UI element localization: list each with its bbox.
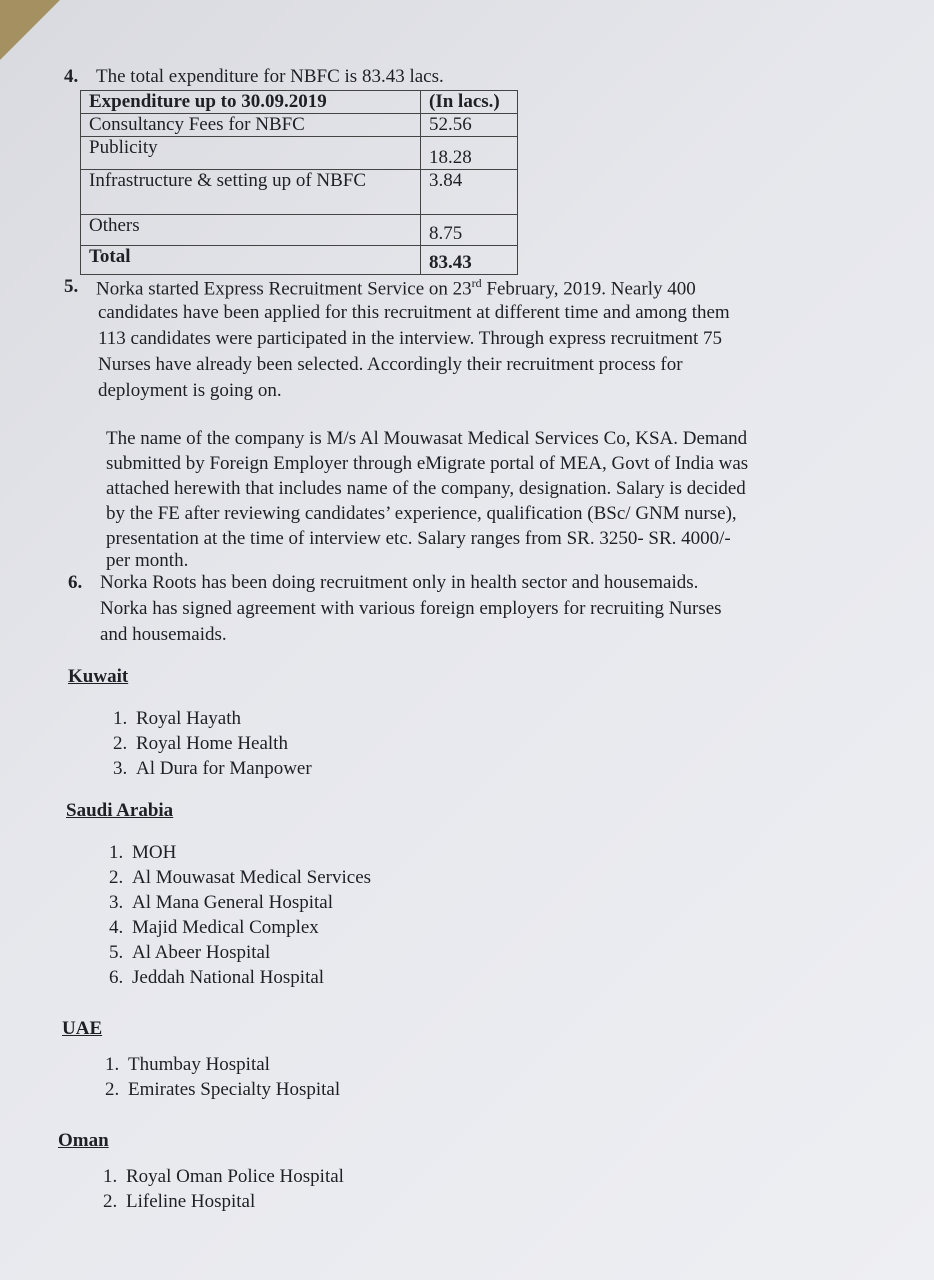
table-cell-label: Infrastructure & setting up of NBFC bbox=[81, 170, 421, 215]
list-item: 2. Al Mouwasat Medical Services bbox=[128, 865, 371, 890]
list-item: 5. Al Abeer Hospital bbox=[128, 940, 371, 965]
item-6-line-2: Norka has signed agreement with various foreign employers for recruiting Nurses bbox=[100, 598, 722, 619]
list-item: 3. Al Mana General Hospital bbox=[128, 890, 371, 915]
item-4-text: The total expenditure for NBFC is 83.43 lacs. bbox=[96, 66, 444, 87]
table-cell-label: Publicity bbox=[81, 137, 421, 170]
item-5-para-2-line-3: attached herewith that includes name of the company, designation. Salary is decided bbox=[106, 478, 746, 499]
kuwait-list bbox=[98, 706, 312, 781]
table-header-row bbox=[81, 91, 518, 114]
section-title-saudi-arabia: Saudi Arabia bbox=[66, 800, 174, 821]
list-item: 3. Al Dura for Manpower bbox=[132, 756, 312, 781]
item-5-line-1 bbox=[96, 276, 696, 300]
item-4-number: 4. bbox=[64, 66, 79, 87]
list-item: 1. Thumbay Hospital bbox=[124, 1052, 340, 1077]
table-total-label: Total bbox=[81, 246, 421, 275]
item-5-line-5: deployment is going on. bbox=[98, 380, 282, 401]
table-cell-label: Consultancy Fees for NBFC bbox=[81, 114, 421, 137]
list-item: 2. Lifeline Hospital bbox=[122, 1189, 344, 1214]
item-5-para-2-line-5: presentation at the time of interview etc. Salary ranges from SR. 3250- SR. 4000/- bbox=[106, 528, 731, 549]
table-total-row bbox=[81, 246, 518, 275]
ordinal-suffix: rd bbox=[471, 276, 482, 290]
item-5-para-2-line-2: submitted by Foreign Employer through eMigrate portal of MEA, Govt of India was bbox=[106, 453, 749, 474]
table-cell-value: 8.75 bbox=[421, 215, 518, 246]
item-5-line-3: 113 candidates were participated in the interview. Through express recruitment 75 bbox=[98, 328, 722, 349]
list-item: 2. Emirates Specialty Hospital bbox=[124, 1077, 340, 1102]
table-header-unit: (In lacs.) bbox=[421, 91, 518, 114]
item-5-para-2-line-4: by the FE after reviewing candidates’ experience, qualification (BSc/ GNM nurse), bbox=[106, 503, 737, 524]
item-5-line-1-text: Norka started Express Recruitment Service on 23 bbox=[96, 278, 472, 300]
list-item: 1. Royal Oman Police Hospital bbox=[122, 1164, 344, 1189]
saudi-arabia-list bbox=[94, 840, 371, 990]
section-title-uae: UAE bbox=[62, 1018, 103, 1039]
list-item: 4. Majid Medical Complex bbox=[128, 915, 371, 940]
oman-list bbox=[88, 1164, 344, 1214]
list-item: 1. Royal Hayath bbox=[132, 706, 312, 731]
item-5-number: 5. bbox=[64, 276, 79, 297]
item-6-line-3: and housemaids. bbox=[100, 624, 227, 645]
table-row bbox=[81, 215, 518, 246]
section-title-kuwait: Kuwait bbox=[68, 666, 129, 687]
item-6-number: 6. bbox=[68, 572, 83, 593]
expenditure-table bbox=[80, 90, 518, 275]
list-item: 6. Jeddah National Hospital bbox=[128, 965, 371, 990]
table-total-value: 83.43 bbox=[421, 246, 518, 275]
item-5-para-2-line-1: The name of the company is M/s Al Mouwasat Medical Services Co, KSA. Demand bbox=[106, 428, 748, 449]
table-cell-value: 3.84 bbox=[421, 170, 518, 215]
item-6-line-1: Norka Roots has been doing recruitment only in health sector and housemaids. bbox=[100, 572, 699, 593]
table-header-label: Expenditure up to 30.09.2019 bbox=[81, 91, 421, 114]
item-5-line-1-rest: February, 2019. Nearly 400 bbox=[481, 278, 696, 300]
list-item: 1. MOH bbox=[128, 840, 371, 865]
item-5-para-2-line-6: per month. bbox=[106, 550, 189, 571]
list-item: 2. Royal Home Health bbox=[132, 731, 312, 756]
table-cell-value: 52.56 bbox=[421, 114, 518, 137]
table-cell-value: 18.28 bbox=[421, 137, 518, 170]
table-cell-label: Others bbox=[81, 215, 421, 246]
table-row bbox=[81, 114, 518, 137]
uae-list bbox=[90, 1052, 340, 1102]
item-5-line-2: candidates have been applied for this recruitment at different time and among them bbox=[98, 302, 730, 323]
section-title-oman: Oman bbox=[58, 1130, 109, 1151]
table-row bbox=[81, 137, 518, 170]
table-row bbox=[81, 170, 518, 215]
item-5-line-4: Nurses have already been selected. Accordingly their recruitment process for bbox=[98, 354, 683, 375]
